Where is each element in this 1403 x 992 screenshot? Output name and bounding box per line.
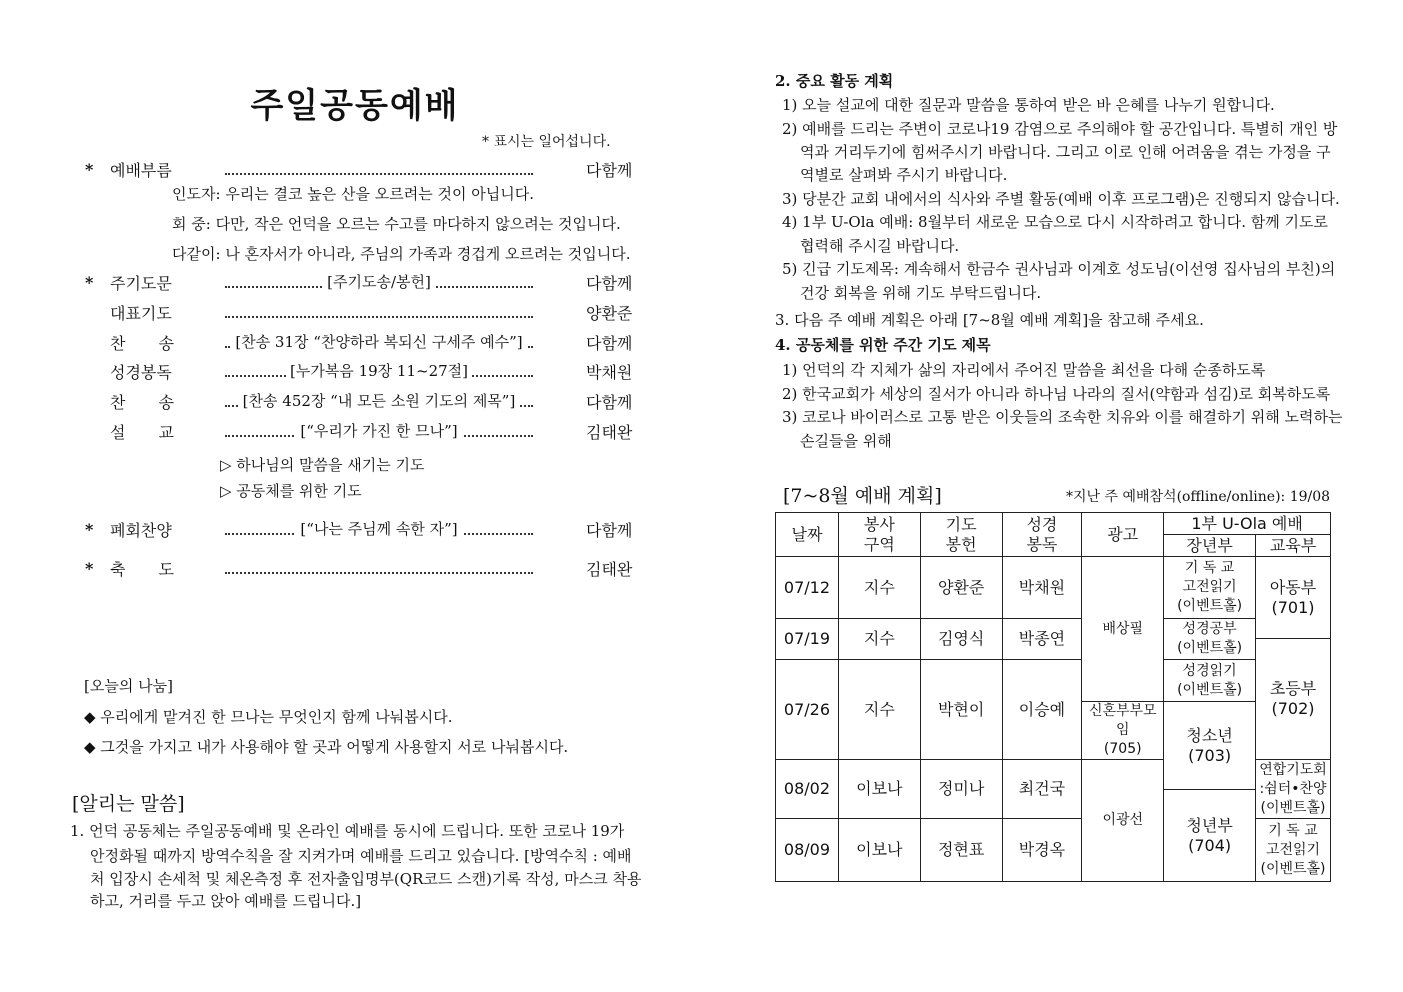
- cell-area: 이보나: [838, 819, 920, 882]
- cell-adult: 기 독 교 고전읽기 (이벤트홀): [1164, 557, 1256, 619]
- header-prayer: 기도 봉헌: [920, 513, 1002, 557]
- worship-item-leader: 다함께: [586, 393, 633, 412]
- responsive-leader: 인도자: 우리는 결코 높은 산을 오르려는 것이 아닙니다.: [172, 185, 535, 203]
- cell-edu: 초등부 (702): [1256, 639, 1331, 760]
- cell-adult: 신혼부부모임 (705): [1082, 702, 1164, 760]
- worship-item-leader: 양환준: [586, 304, 633, 323]
- stand-marker: *: [85, 520, 94, 539]
- cell-prayer: 정미나: [920, 760, 1002, 819]
- header-bible: 성경 봉독: [1002, 513, 1082, 557]
- header-uola: 1부 U-Ola 예배: [1164, 513, 1331, 535]
- cell-area: 이보나: [838, 760, 920, 819]
- notice-line: 4) 1부 U-Ola 예배: 8월부터 새로운 모습으로 다시 시작하려고 합니다. 함께 기도로: [782, 213, 1328, 231]
- worship-item-detail: [찬송 452장 “내 모든 소원 기도의 제목”]: [225, 390, 533, 411]
- worship-item-leader: 김태완: [586, 560, 633, 579]
- worship-item-label: 축 도: [110, 560, 174, 579]
- worship-item-label: 찬 송: [110, 393, 174, 412]
- cell-adult: 성경읽기 (이벤트홀): [1164, 660, 1256, 702]
- cell-bible: 이승예: [1002, 660, 1082, 760]
- notice-line: 5) 긴급 기도제목: 계속해서 한금수 권사님과 이계호 성도님(이선영 집사님의 부친)의: [782, 260, 1336, 278]
- cell-adult: 연합기도회 :쉼터•찬양 (이벤트홀): [1256, 760, 1331, 819]
- cell-prayer: 양환준: [920, 557, 1002, 619]
- notice-line: 2. 중요 활동 계획: [775, 72, 894, 90]
- announce-line: 1. 언덕 공동체는 주일공동예배 및 온라인 예배를 동시에 드립니다. 또한 코로나 19가: [70, 822, 625, 840]
- worship-item-leader: 다함께: [586, 521, 633, 540]
- dotted-leader: [225, 316, 533, 318]
- dotted-leader: [225, 572, 533, 574]
- header-adult: 장년부: [1164, 535, 1256, 557]
- schedule-table: [775, 512, 1331, 882]
- worship-item-label: 찬 송: [110, 334, 174, 353]
- announce-line: 하고, 거리를 두고 앉아 예배를 드립니다.]: [90, 892, 362, 910]
- notice-line: 3) 당분간 교회 내에서의 식사와 주별 활동(예배 이후 프로그램)은 진행되지 않습니다.: [782, 190, 1340, 208]
- announce-title: [알리는 말씀]: [72, 793, 185, 815]
- notice-line: 1) 오늘 설교에 대한 질문과 말씀을 통하여 받은 바 은혜를 나누기 원합니다.: [782, 96, 1275, 114]
- cell-ad: 이광선: [1082, 760, 1164, 882]
- cell-adult: 기 독 교 고전읽기 (이벤트홀): [1256, 819, 1331, 882]
- cell-adult: 성경공부 (이벤트홀): [1164, 619, 1256, 660]
- worship-item-label: 성경봉독: [110, 363, 172, 382]
- worship-item-leader: 다함께: [586, 161, 633, 180]
- announce-line: 처 입장시 손세척 및 체온측정 후 전자출입명부(QR코드 스캔)기록 작성, 마스크 착용: [90, 870, 642, 888]
- cell-edu: 청소년 (703): [1164, 702, 1256, 790]
- announce-line: 안정화될 때까지 방역수칙을 잘 지켜가며 예배를 드리고 있습니다. [방역수칙 : 예배: [90, 847, 632, 865]
- stand-marker: *: [85, 559, 94, 578]
- cell-prayer: 박현이: [920, 660, 1002, 760]
- stand-note: * 표시는 일어섭니다.: [482, 134, 611, 150]
- notice-line: 협력해 주시길 바랍니다.: [800, 237, 960, 255]
- responsive-together: 다같이: 나 혼자서가 아니라, 주님의 가족과 경겁게 오르려는 것입니다.: [172, 245, 631, 263]
- responsive-congregation: 회 중: 다만, 작은 언덕을 오르는 수고를 마다하지 않으려는 것입니다.: [172, 215, 621, 233]
- cell-date: 07/12: [776, 557, 839, 619]
- notice-line: 손길들을 위해: [800, 432, 892, 450]
- cell-prayer: 정현표: [920, 819, 1002, 882]
- notice-line: 역별로 살펴봐 주시기 바랍니다.: [800, 166, 1008, 184]
- cell-date: 08/02: [776, 760, 839, 819]
- worship-item-leader: 박채원: [586, 363, 633, 382]
- header-edu: 교육부: [1256, 535, 1331, 557]
- cell-date: 07/26: [776, 660, 839, 760]
- attendance-note: *지난 주 예배참석(offline/online): 19/08: [1066, 489, 1331, 505]
- worship-item-detail: [주기도송/봉헌]: [225, 271, 533, 292]
- worship-item-detail: [“나는 주님께 속한 자”]: [225, 518, 533, 539]
- header-ad: 광고: [1082, 513, 1164, 557]
- notice-line: 건강 회복을 위해 기도 부탁드립니다.: [800, 284, 1042, 302]
- header-area: 봉사 구역: [838, 513, 920, 557]
- cell-ad: 배상필: [1082, 557, 1164, 702]
- cell-bible: 박경옥: [1002, 819, 1082, 882]
- sharing-item: ◆ 그것을 가지고 내가 사용해야 할 곳과 어떻게 사용할지 서로 나눠봅시다.: [84, 738, 569, 756]
- cell-area: 지수: [838, 557, 920, 619]
- cell-area: 지수: [838, 660, 920, 760]
- notice-line: 1) 언덕의 각 지체가 삶의 자리에서 주어진 말씀을 최선을 다해 순종하도록: [782, 361, 1266, 379]
- cell-edu: 아동부 (701): [1256, 557, 1331, 639]
- page-title: 주일공동예배: [250, 86, 460, 126]
- cell-bible: 박종연: [1002, 619, 1082, 660]
- worship-item-label: 폐회찬양: [110, 521, 172, 540]
- plan-title: [7~8월 예배 계획]: [783, 485, 942, 507]
- cell-bible: 최건국: [1002, 760, 1082, 819]
- cell-edu: 청년부 (704): [1164, 790, 1256, 882]
- header-date: 날짜: [776, 513, 839, 557]
- notice-line: 3. 다음 주 예배 계획은 아래 [7~8월 예배 계획]을 참고해 주세요.: [775, 311, 1204, 329]
- cell-date: 08/09: [776, 819, 839, 882]
- stand-marker: *: [85, 273, 94, 292]
- worship-item-detail: [찬송 31장 “찬양하라 복되신 구세주 예수”]: [225, 331, 533, 352]
- sharing-item: ◆ 우리에게 맡겨진 한 므나는 무엇인지 함께 나눠봅시다.: [84, 708, 453, 726]
- stand-marker: *: [85, 160, 94, 179]
- worship-item-label: 설 교: [110, 423, 174, 442]
- sermon-point: ▷ 하나님의 말씀을 새기는 기도: [220, 456, 425, 474]
- sharing-title: [오늘의 나눔]: [84, 677, 173, 695]
- worship-item-detail: [“우리가 가진 한 므나”]: [225, 420, 533, 441]
- worship-item-leader: 김태완: [586, 423, 633, 442]
- worship-item-label: 주기도문: [110, 274, 172, 293]
- sermon-point: ▷ 공동체를 위한 기도: [220, 482, 362, 500]
- worship-item-detail: [누가복음 19장 11~27절]: [225, 360, 533, 381]
- cell-prayer: 김영식: [920, 619, 1002, 660]
- cell-bible: 박채원: [1002, 557, 1082, 619]
- cell-date: 07/19: [776, 619, 839, 660]
- worship-item-label: 예배부름: [110, 161, 172, 180]
- worship-item-leader: 다함께: [586, 274, 633, 293]
- dotted-leader: [225, 173, 533, 175]
- worship-item-label: 대표기도: [110, 304, 172, 323]
- cell-area: 지수: [838, 619, 920, 660]
- notice-line: 2) 예배를 드리는 주변이 코로나19 감염으로 주의해야 할 공간입니다. 특별히 개인 방: [782, 120, 1338, 138]
- notice-line: 4. 공동체를 위한 주간 기도 제목: [775, 336, 991, 354]
- worship-item-leader: 다함께: [586, 334, 633, 353]
- notice-line: 2) 한국교회가 세상의 질서가 아니라 하나님 나라의 질서(약함과 섬김)로 회복하도록: [782, 385, 1331, 403]
- notice-line: 역과 거리두기에 힘써주시기 바랍니다. 그리고 이로 인해 어려움을 겪는 가정을 구: [800, 143, 1331, 161]
- notice-line: 3) 코로나 바이러스로 고통 받은 이웃들의 조속한 치유와 이를 해결하기 위해 노력하는: [782, 408, 1343, 426]
